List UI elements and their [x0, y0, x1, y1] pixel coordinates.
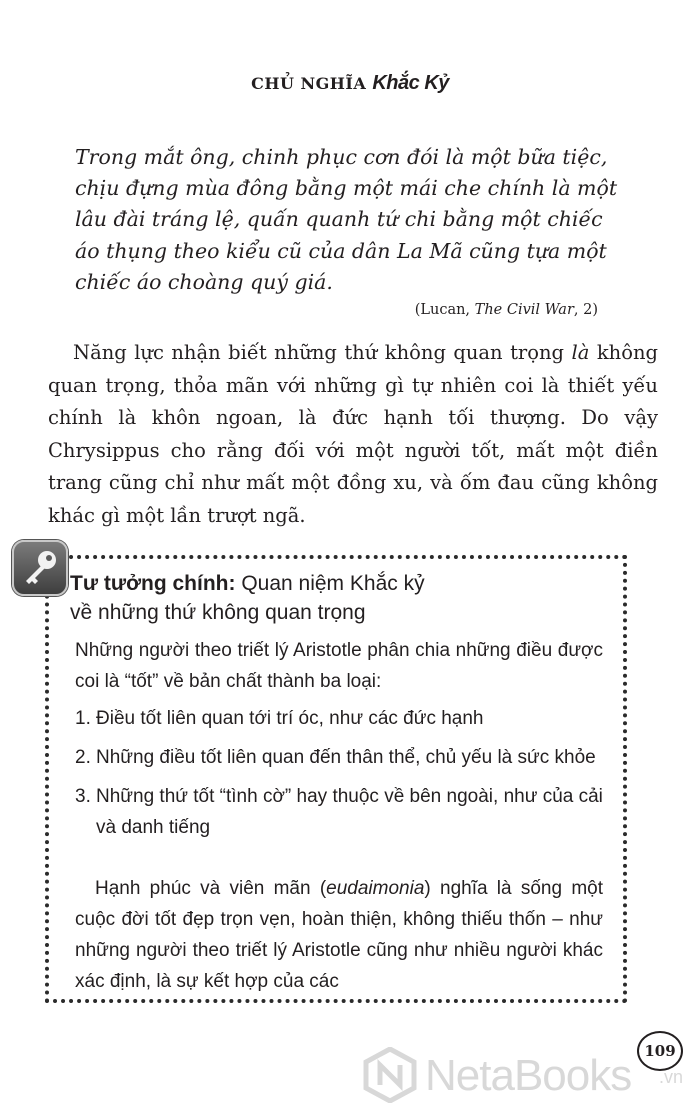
running-header [0, 72, 700, 95]
list-number: 3. [75, 786, 91, 807]
body-text-2: không quan trọng, thỏa mãn với những gì tự nhiên coi là thiết yếu chính là khôn ngoan, là đức hạnh tối thượng. Do vậy Chrysippus cho rằng đối với một người tốt, mất một điền trang cũng chỉ như mất một đồng xu, và ốm đau cũng không khác gì một lần trượt ngã. [48, 341, 658, 527]
watermark-brand: NetaBooks [425, 1051, 632, 1100]
list-item [75, 781, 603, 843]
key-idea-label: Tư tưởng chính: [70, 572, 236, 595]
key-idea-title-part2: về những thứ không quan trọng [70, 601, 366, 624]
watermark [362, 1045, 692, 1107]
citation-author: (Lucan, [414, 302, 471, 318]
box-para-text-1: Hạnh phúc và viên mãn ( [95, 878, 327, 899]
list-text: Những thứ tốt “tình cờ” hay thuộc về bên ngoài, như của cải và danh tiếng [96, 786, 603, 838]
quote-line: chịu đựng mùa đông bằng một mái che chính là một [75, 176, 618, 201]
box-para-emphasis: eudaimonia [326, 878, 425, 899]
box-para-text-2: ) nghĩa là sống một cuộc đời tốt đẹp trọn vẹn, hoàn thiện, không thiếu thốn – như những người theo triết lý Aristotle cũng như nhiều người khác xác định, là sự kết hợp của các [75, 878, 603, 992]
watermark-logo-icon [362, 1047, 418, 1103]
key-idea-title [70, 569, 610, 627]
citation-ref: , 2) [573, 302, 598, 318]
body-paragraph [48, 337, 658, 533]
epigraph-quote [75, 142, 635, 298]
quote-citation [415, 302, 598, 318]
goods-list [75, 703, 603, 851]
citation-work: The Civil War [474, 302, 574, 318]
page-number: 109 [637, 1031, 683, 1071]
header-title-caps: CHỦ NGHĨA [251, 74, 373, 93]
quote-line: Trong mắt ông, chinh phục cơn đói là một bữa tiệc, [75, 145, 608, 169]
key-idea-paragraph [75, 873, 603, 997]
list-text: Những điều tốt liên quan đến thân thể, chủ yếu là sức khỏe [96, 747, 596, 768]
list-number: 2. [75, 747, 91, 768]
quote-line: chiếc áo choàng quý giá. [75, 269, 333, 294]
key-idea-title-part1: Quan niệm Khắc kỷ [235, 572, 425, 595]
list-number: 1. [75, 708, 91, 729]
quote-line: lâu đài tráng lệ, quấn quanh tứ chi bằng một chiếc [75, 207, 603, 232]
body-text-1: Năng lực nhận biết những thứ không quan trọng [73, 341, 572, 364]
list-item [75, 742, 603, 773]
list-text: Điều tốt liên quan tới trí óc, như các đức hạnh [96, 708, 484, 729]
quote-line: áo thụng theo kiểu cũ của dân La Mã cũng tựa một [75, 238, 607, 263]
key-idea-intro: Những người theo triết lý Aristotle phân chia những điều được coi là “tốt” về bản chất thành ba loại: [75, 640, 603, 692]
body-emphasis: là [571, 341, 590, 364]
header-title-script: Khắc Kỷ [372, 72, 449, 94]
list-item [75, 703, 603, 734]
key-icon [12, 540, 68, 596]
watermark-suffix: .vn [659, 1067, 684, 1087]
